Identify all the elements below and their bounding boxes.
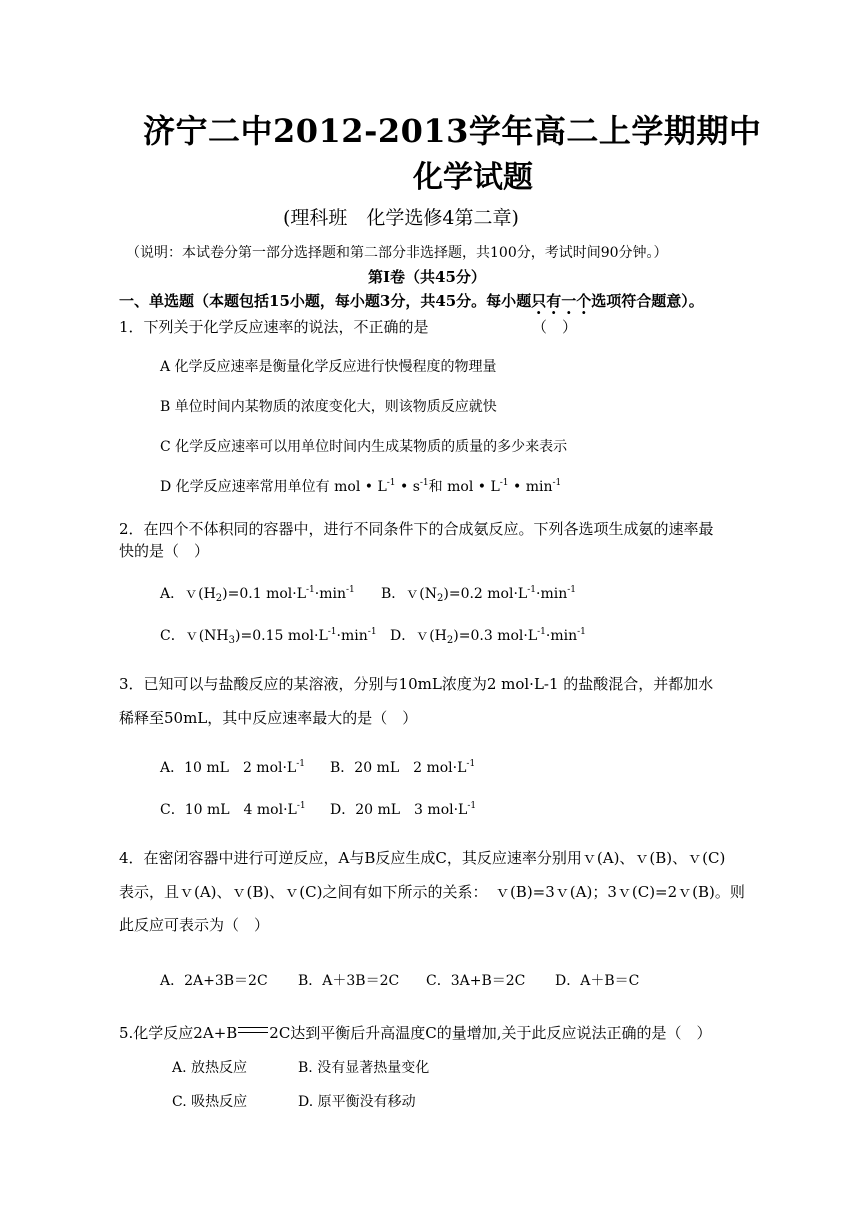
subtitle: (理科班 化学选修4第二章) [283,207,519,229]
subscript: 2 [446,635,454,646]
q3-stem-line2: 稀释至50mL，其中反应速率最大的是（ ） [119,709,418,727]
q3-option-b [330,757,475,777]
q2-c-text: C．ｖ(NH [160,628,229,644]
exponent: -1 [306,585,315,595]
q1-option-a: A 化学反应速率是衡量化学反应进行快慢程度的物理量 [160,359,497,375]
emphasis-char: 有 [546,292,562,310]
emphasis-char: 一 [561,292,577,310]
equilibrium-arrow-icon [238,1026,268,1036]
q1-stem: 1．下列关于化学反应速率的说法，不正确的是 [119,318,429,336]
exponent: -1 [296,759,306,769]
exponent: -1 [346,585,355,595]
q4-stem-line3: 此反应可表示为（ ） [119,916,270,934]
section-heading-a: 一、单选题（本题包括15小题，每小题3分，共45分。每小题 [119,292,532,310]
q3-c-text: C．10 mL 4 mol·L [160,802,297,818]
title-line-2: 化学试题 [413,160,533,195]
exponent: -1 [537,627,546,637]
exponent: -1 [419,478,429,488]
q1-option-c: C 化学反应速率可以用单位时间内生成某物质的质量的多少来表示 [160,439,568,455]
q5-option-d: D. 原平衡没有移动 [298,1094,416,1110]
section-heading-b: 选项符合题意）。 [591,292,704,310]
q4-option-b: B．A＋3B＝2C [298,973,400,989]
q3-a-text: A．10 mL 2 mol·L [160,760,297,776]
exponent: -1 [577,627,586,637]
exponent: -1 [552,478,562,488]
q1-option-b: B 单位时间内某物质的浓度变化大，则该物质反应就快 [160,399,497,415]
exponent: -1 [296,801,306,811]
q2-option-a [160,583,355,603]
q4-option-c: C．3A+B＝2C [426,973,526,989]
q3-b-text: B．20 mL 2 mol·L [330,760,467,776]
exponent: -1 [327,627,337,637]
exponent: -1 [499,478,509,488]
q2-b-text: )=0.2 mol·L [443,586,528,602]
q2-option-d [390,625,586,645]
q5-option-b: B. 没有显著热量变化 [298,1060,430,1076]
q1-d-text: • s [395,479,420,495]
q4-option-d: D．A＋B＝C [555,973,640,989]
q2-stem-line2: 快的是（ ） [119,542,210,560]
exam-note: （说明：本试卷分第一部分选择题和第二部分非选择题，共100分，考试时间90分钟。） [126,245,668,261]
q2-option-b [381,583,576,603]
emphasis-char: 个 [576,292,592,310]
q2-a-text: A．ｖ(H [160,586,216,602]
q4-stem-line2: 表示，且ｖ(A)、ｖ(B)、ｖ(C)之间有如下所示的关系： ｖ(B)=3ｖ(A)；3ｖ(C)=2ｖ(B)。则 [119,883,745,901]
emphasis-char: 只 [531,292,547,310]
q3-d-text: D．20 mL 3 mol·L [330,802,468,818]
subscript: 2 [437,593,444,604]
q5-stem [119,1022,712,1043]
subscript: 3 [228,635,236,646]
q1-answer-paren: （ ） [532,318,578,336]
q1-d-text: 和 mol • L [428,479,500,495]
q2-d-text: )=0.3 mol·L [453,628,538,644]
q2-b-text: B．ｖ(N [381,586,437,602]
exponent: -1 [367,627,377,637]
q2-a-text: )=0.1 mol·L [222,586,306,602]
q3-stem-line1: 3．已知可以与盐酸反应的某溶液，分别与10mL浓度为2 mol·L-1 的盐酸混合，并都加水 [119,675,714,693]
q2-a-text: ·min [314,586,347,602]
title-line-1: 济宁二中2012-2013学年高二上学期期中 [143,112,762,150]
q1-d-text: • min [508,479,553,495]
q2-b-text: ·min [536,586,568,602]
exponent: -1 [467,801,477,811]
q3-option-a [160,757,305,777]
exponent: -1 [567,585,577,595]
exponent: -1 [386,478,396,488]
exponent: -1 [466,759,476,769]
q3-option-c [160,799,306,819]
part-title: 第Ⅰ卷（共45分） [368,268,486,286]
q1-option-d [160,476,561,496]
q5-option-a: A. 放热反应 [172,1060,248,1076]
q2-d-text: ·min [545,628,578,644]
q4-option-a: A．2A+3B＝2C [160,973,268,989]
q5-stem-text: 2C达到平衡后升高温度C的量增加,关于此反应说法正确的是（ ） [269,1024,712,1042]
q2-d-text: D．ｖ(H [390,628,447,644]
q2-c-text: )=0.15 mol·L [235,628,328,644]
q1-d-text: D 化学反应速率常用单位有 mol • L [160,479,387,495]
q3-option-d [330,799,476,819]
subscript: 2 [215,593,223,604]
exponent: -1 [527,585,536,595]
q2-stem-line1: 2．在四个不体积同的容器中，进行不同条件下的合成氨反应。下列各选项生成氨的速率最 [119,520,714,538]
q2-option-c [160,625,377,645]
q5-option-c: C. 吸热反应 [172,1094,248,1110]
q4-stem-line1: 4．在密闭容器中进行可逆反应，A与B反应生成C，其反应速率分别用ｖ(A)、ｖ(B)、ｖ(C) [119,849,726,867]
section-heading [119,290,704,311]
q5-stem-text: 5.化学反应2A+B [119,1024,238,1042]
q2-c-text: ·min [336,628,368,644]
